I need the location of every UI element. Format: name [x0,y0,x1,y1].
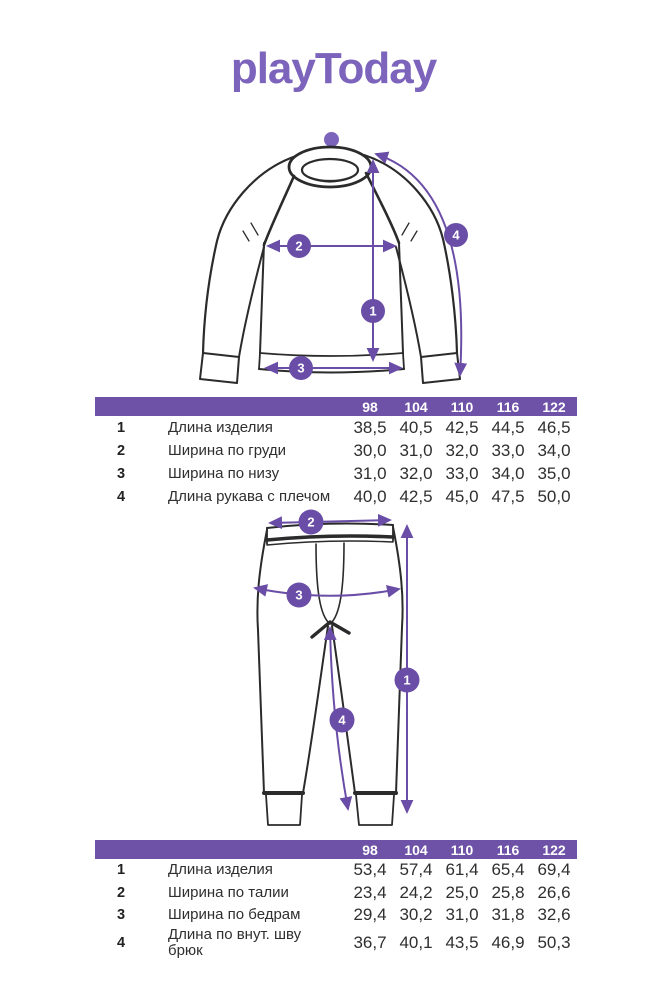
row-value: 46,5 [537,417,571,437]
table-row [95,882,577,905]
row-value: 30,0 [353,440,387,460]
measure-badge-1-label: 1 [403,672,411,688]
size-header-row [95,397,577,416]
row-value: 31,0 [399,440,433,460]
row-value: 23,4 [353,882,387,902]
row-value: 31,8 [491,905,525,925]
row-value: 69,4 [537,860,571,880]
row-value: 32,0 [445,440,479,460]
row-value: 47,5 [491,486,525,506]
row-number: 3 [116,907,126,924]
row-value: 38,5 [353,417,387,437]
row-value: 29,4 [353,905,387,925]
row-label: Длина изделия [168,861,273,879]
row-value: 33,0 [491,440,525,460]
row-value: 24,2 [399,882,433,902]
row-number: 4 [116,488,126,505]
row-value: 32,6 [537,905,571,925]
sweatshirt-diagram [163,131,507,389]
pants-size-table [95,840,577,959]
size-column-header: 122 [542,841,566,858]
row-label: Длина рукава с плечом [168,487,331,505]
measure-arrow-2 [270,520,390,523]
pants-outline [257,524,402,825]
row-value: 42,5 [445,417,479,437]
measure-badge-1-label: 1 [369,303,377,319]
row-value: 40,1 [399,932,433,952]
row-value: 33,0 [445,463,479,483]
row-number: 2 [116,884,126,901]
row-value: 34,0 [491,463,525,483]
row-value: 45,0 [445,486,479,506]
size-column-header: 98 [362,841,378,858]
row-value: 44,5 [491,417,525,437]
row-label: Ширина по талии [168,883,289,901]
row-value: 30,2 [399,905,433,925]
table-row [95,416,577,439]
row-value: 25,8 [491,882,525,902]
size-column-header: 110 [450,398,474,415]
measure-arrow-3 [255,588,399,596]
row-label: Длина изделия [168,418,273,436]
measure-badge-3-label: 3 [297,360,305,376]
row-value: 40,0 [353,486,387,506]
table-row [95,485,577,508]
row-value: 36,7 [353,932,387,952]
brand-logo [0,44,667,94]
size-column-header: 116 [496,398,520,415]
table-row [95,904,577,927]
row-value: 50,0 [537,486,571,506]
row-number: 4 [116,934,126,951]
measure-badge-2-label: 2 [307,514,315,530]
row-value: 42,5 [399,486,433,506]
row-label: Ширина по низу [168,464,280,482]
row-value: 40,5 [399,417,433,437]
row-label: Ширина по бедрам [168,906,301,924]
row-value: 57,4 [399,860,433,880]
table-row [95,462,577,485]
measure-badge-3-label: 3 [295,587,303,603]
row-value: 46,9 [491,932,525,952]
size-column-header: 116 [496,841,520,858]
row-value: 50,3 [537,932,571,952]
measure-badge-4-label: 4 [338,712,346,728]
row-label: Ширина по груди [168,441,287,459]
sweatshirt-size-table [95,397,577,508]
measure-badge-4-label: 4 [452,227,460,243]
table-row [95,927,577,959]
row-value: 31,0 [445,905,479,925]
row-number: 1 [116,419,126,436]
brand-logo-text: playToday [230,44,437,93]
size-column-header: 104 [404,841,428,858]
size-header-row [95,840,577,859]
row-value: 53,4 [353,860,387,880]
row-value: 32,0 [399,463,433,483]
row-value: 31,0 [353,463,387,483]
row-value: 34,0 [537,440,571,460]
table-row [95,439,577,462]
row-value: 35,0 [537,463,571,483]
table-row [95,859,577,882]
row-label: Длина по внут. шву брюк [168,925,302,959]
row-value: 65,4 [491,860,525,880]
row-value: 43,5 [445,932,479,952]
row-number: 3 [116,465,126,482]
size-column-header: 98 [362,398,378,415]
size-column-header: 122 [542,398,566,415]
row-value: 26,6 [537,882,571,902]
row-value: 61,4 [445,860,479,880]
size-column-header: 104 [404,398,428,415]
row-value: 25,0 [445,882,479,902]
measure-badge-2-label: 2 [295,238,303,254]
row-number: 2 [116,442,126,459]
size-column-header: 110 [450,841,474,858]
row-number: 1 [116,862,126,879]
pants-diagram [228,506,443,830]
